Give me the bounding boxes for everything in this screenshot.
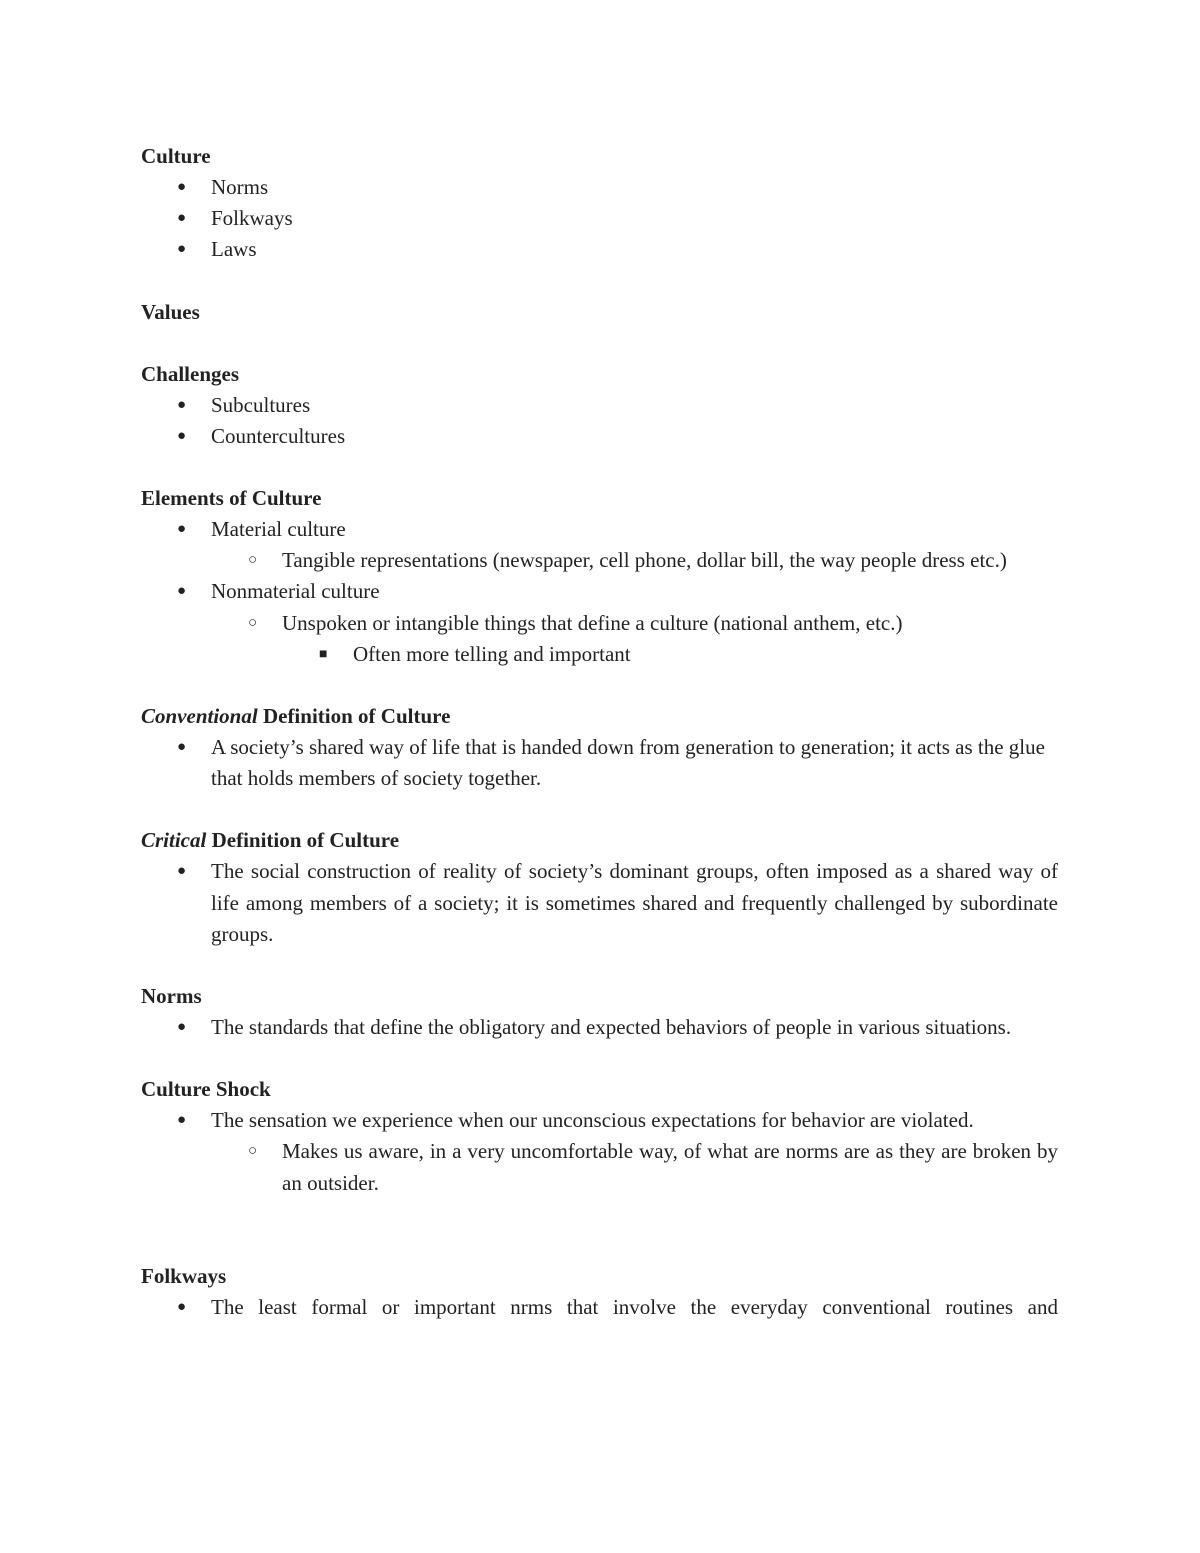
heading-emphasis: Critical [141, 828, 207, 853]
list-elements [141, 514, 1058, 670]
disc-bullet-icon: ● [177, 241, 187, 258]
heading-culture-shock: Culture Shock [141, 1077, 271, 1102]
list-item: ● A society’s shared way of life that is handed down from generation to generation; it acts as the glue that holds members of society together. [141, 732, 1058, 794]
square-bullet-icon: ■ [319, 646, 328, 662]
list-item: ○ Makes us aware, in a very uncomfortable way, of what are norms are as they are broken by an outsider. [141, 1136, 1058, 1198]
disc-bullet-icon: ● [177, 427, 187, 444]
list-item: ● Laws [141, 234, 1058, 265]
heading-challenges: Challenges [141, 361, 240, 386]
circle-bullet-icon: ○ [248, 552, 258, 569]
disc-bullet-icon: ● [177, 396, 187, 413]
heading-critical-definition: Critical Definition of Culture [141, 828, 400, 853]
list-item: ● Subcultures [141, 390, 1058, 421]
list-conventional [141, 732, 1058, 794]
list-norms [141, 1012, 1058, 1043]
disc-bullet-icon: ● [177, 210, 187, 227]
list-item: ● The least formal or important nrms that involve the everyday conventional routines and [141, 1292, 1058, 1323]
heading-emphasis: Conventional [141, 704, 258, 729]
list-item: ● Folkways [141, 203, 1058, 234]
list-item: ● The social construction of reality of society’s dominant groups, often imposed as a shared way of life among members of a society; it is sometimes shared and frequently challenged by subordinate groups. [141, 856, 1058, 950]
list-item: ● The sensation we experience when our unconscious expectations for behavior are violated. [141, 1105, 1058, 1136]
heading-folkways: Folkways [141, 1263, 227, 1288]
circle-bullet-icon: ○ [248, 1143, 258, 1160]
list-item: ● Countercultures [141, 421, 1058, 452]
list-culture-shock [141, 1105, 1058, 1199]
disc-bullet-icon: ● [177, 739, 187, 756]
list-item: ● The standards that define the obligatory and expected behaviors of people in various situations. [141, 1012, 1058, 1043]
document-body [141, 141, 1058, 1323]
list-item: ■ Often more telling and important [141, 639, 1058, 670]
list-folkways [141, 1292, 1058, 1323]
disc-bullet-icon: ● [177, 583, 187, 600]
disc-bullet-icon: ● [177, 1019, 187, 1036]
circle-bullet-icon: ○ [248, 614, 258, 631]
disc-bullet-icon: ● [177, 1112, 187, 1129]
disc-bullet-icon: ● [177, 1298, 187, 1315]
list-item: ○ Tangible representations (newspaper, cell phone, dollar bill, the way people dress etc.) [141, 545, 1058, 576]
heading-elements-of-culture: Elements of Culture [141, 486, 322, 511]
disc-bullet-icon: ● [177, 521, 187, 538]
disc-bullet-icon: ● [177, 179, 187, 195]
heading-norms: Norms [141, 984, 202, 1009]
heading-conventional-definition: Conventional Definition of Culture [141, 704, 451, 729]
list-challenges [141, 390, 1058, 452]
list-item: ○ Unspoken or intangible things that define a culture (national anthem, etc.) [141, 608, 1058, 639]
list-critical [141, 856, 1058, 950]
disc-bullet-icon: ● [177, 863, 187, 880]
list-item: ● Norms [141, 172, 1058, 203]
heading-culture: Culture [141, 144, 211, 168]
list-culture [141, 172, 1058, 266]
list-item: ● Material culture [141, 514, 1058, 545]
heading-values: Values [141, 299, 200, 324]
list-item: ● Nonmaterial culture [141, 576, 1058, 607]
